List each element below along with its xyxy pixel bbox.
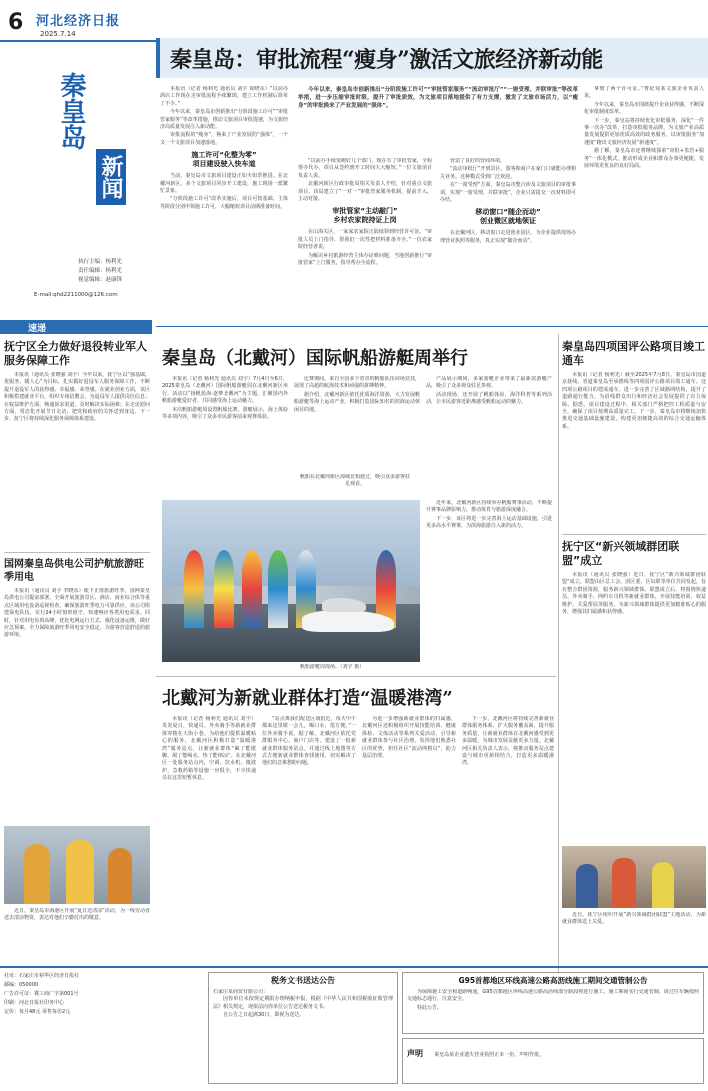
- lead-col2: “以前办手续要跑好几个部门，现在有了审批管家，全程帮办代办，项目从签约到开工时间大大缩短。”一位文旅项目负责人说。 北戴河新区行政审批局相关负责人介绍，针对重点文旅项目，该局建立了“一对一”审批管家服务机制，提前介入、主动对接。 审批管家“主动敲门” 乡村农家院持证上岗 在山海关区，一家家农家院正陆续领到经营许可证。“审批人员上门指导，帮我们一次性把材料准备齐全。”一位农家院经营者说。 为解决乡村旅游经营主体办证难问题，当地创新推行“审批管家”上门服务，指导帮办全流程。: [298, 158, 432, 267]
- lead-col1: 本报讯（记者 杨利光 通讯员 刘宇 徐晓东）“以前办酒店工作现在走审批流程手续繁琐，建立工作机制后简单了不少。” 今年以来，秦皇岛市创新推出“分阶段施工许可”“审批管家服务”等改革措施，推动文旅项目审批提速，为文旅经济高质量发展注入新动能。 审批流程的“瘦身”，换来了产业发展的“强体”，一个又一个文旅项目加速落地。 施工许可“化整为零” 项目建设驶入快车道 当前，秦皇岛市文旅项目建设正如火如荼推进。在北戴河新区，多个文旅项目同步开工建设，施工现场一派繁忙景象。 “分阶段施工许可”改革实施后，项目可按基础、主体等阶段分别申领施工许可，大幅缩短项目前期准备时间。: [160, 86, 288, 210]
- speed-label: 速递: [28, 324, 47, 334]
- beidaihe-rule: [156, 676, 556, 677]
- footer-ad1-title: 税务文书送达公告: [271, 976, 335, 985]
- right-col-rule: [558, 334, 559, 974]
- right-photo-caption: 近日，抚宁区组织开展“新兴领域群团联盟”主题活动，为新就业群体送上关爱。: [562, 912, 706, 926]
- sail: [214, 550, 234, 628]
- footer-rule: [0, 966, 708, 968]
- group-figure: [576, 864, 598, 908]
- regatta-inset-caption: 帆船在北戴河新区海域竞相驶过，吸引众多游客驻足观看。: [300, 474, 410, 488]
- beidaihe-col2: “站点离我们配送区域很近，每天中午都来这里歇一会儿，喝口水，很方便。”一位外卖骑手说。据了解，北戴河区依托党群服务中心、商户门店等，建设了一批新就业群体服务站点，并通过线上地图等方式方便新就业群体查找使用，切实解决了他们的急难愁盼问题。: [262, 716, 356, 767]
- lead-col3: 营造了良好的营商环境。 “流动审批厅”开到景区，游客和商户在家门口就能办理相关业务。这种模式受到广泛欢迎。 在“一窗受理”方面，秦皇岛市整合涉及文旅项目的审批事项，实现“一窗受理、并联审批”，企业只需提交一次材料即可办结。 移动窗口“随企而动” 创业微区就地领证 在北戴河区，移动窗口走进创业园区，为企业提供现场办理营业执照等服务，真正实现“随企而动”。: [440, 158, 576, 244]
- section-panel: [0, 44, 152, 322]
- yacht-cabin: [322, 598, 366, 612]
- section-label: 新闻: [96, 149, 126, 205]
- worker-figure: [24, 844, 50, 904]
- worker-figure: [108, 848, 132, 904]
- sail: [184, 550, 204, 628]
- footer-ad2-title: G95首都地区环线高速公路高沥线施工期间交通管制公告: [458, 976, 648, 985]
- right-photo: [562, 846, 706, 908]
- regatta-col2: 比赛期间，来自全国多个省市的帆船队伍同场竞技，展现了高超的航海技术和顽强的拼搏精神。 据介绍，北戴河新区依托优质海洋资源，大力发展帆船游艇等海上运动产业，积极打造国际知名的滨海运动休闲目的地。: [294, 376, 420, 413]
- beidaihe-col3: 为进一步增强新就业群体的归属感，北戴河区还积极组织开展技能培训、健康体检、文体活动等系列关爱活动，引导新就业群体参与社区治理，发挥他们熟悉社区的优势，担任社区“流动网格员”，助力基层治理。: [362, 716, 456, 760]
- regatta-col4: 近年来，北戴河新区持续举办帆船赛事活动，不断提升赛事品牌影响力，推动体育与旅游深度融合。 下一步，该区将进一步完善海上运动基础设施，引进更多高水平赛事，为滨海旅游注入新的活力。: [426, 500, 552, 530]
- footer-ad2: G95首都地区环线高速公路高沥线施工期间交通管制公告 为保障施工安全和道路畅通，G95首都地区环线高速公路高沥线部分路段将进行施工，施工期间实行交通管制，请过往车辆按照交通标志通行，注意安全。 特此公告。: [402, 972, 704, 1034]
- issue-date: 2025.7.14: [40, 30, 76, 38]
- right-story2: [562, 540, 706, 782]
- regatta-headline: 秦皇岛（北戴河）国际帆船游艇周举行: [162, 348, 468, 369]
- regatta-photo: [162, 500, 420, 662]
- sidebar-story1-body: 本报讯（通讯员 张晓强 刘宇）今年以来，抚宁区以“强基础、优服务、暖人心”为目标，扎实做好退役军人服务保障工作，不断提升退役军人的获得感、幸福感、荣誉感。在就业创业方面，该区积极搭建就业平台，组织专场招聘会，为退役军人提供岗位信息；在权益维护方面，畅通诉求渠道，及时解决实际困难；在走访慰问方面，常态化开展节日走访，把党和政府的关怀送到身边。下一步，抚宁区将持续深化服务保障体系建设。: [4, 372, 150, 423]
- right-story2-body: 本报讯（通讯员 张晓强）近日，抚宁区“新兴领域群团联盟”成立。联盟由区总工会、团区委、区妇联等单位共同发起，旨在整合群团资源，服务新兴领域群体。联盟成立后，将围绕快递员、外卖骑手、网约车司机等新就业群体，开展技能培训、权益维护、关爱帮扶等服务，为新兴领域群体提供更加精准贴心的服务，增强其归属感和获得感。: [562, 572, 706, 616]
- footer-imprint: 社址：石家庄市裕华区经济日报社 邮编：050000 广告许可证：冀工商广字第001号 印刷：河北日报社印务中心 定价：每月48元 零售每份2元: [4, 973, 80, 1015]
- right-divider: [562, 534, 706, 535]
- footer-ad1: 税务文书送达公告 石家庄某商贸有限公司： 因你单位未按规定期限办理纳税申报，根据《中华人民共和国税收征收管理法》相关规定，现依法向你单位公告送达税务文书。 自公告之日起满30日，即视为送达。: [208, 972, 398, 1084]
- footer-ad3-title: 声明: [407, 1049, 423, 1058]
- lead-col4: 拿到了两个许可证。”曹妃甸某文旅企业负责人说。 今年以来，秦皇岛市围绕提升企业获得感，不断深化审批制度改革。 下一步，秦皇岛将持续优化审批服务，深化“一件事一次办”改革，打造审批服务品牌，为文旅产业高质量发展提供更加优质高效的政务服务，以审批服务“加速度”跑出文旅经济发展“新速度”。 据了解，秦皇岛市还将继续探索“审批+监管+服务”一体化模式，推动形成企业和群众办事更便捷、发展环境更优良的良好局面。: [584, 86, 704, 170]
- section-city: 秦皇岛: [56, 72, 86, 150]
- lead-headline-box: [156, 38, 708, 78]
- sidebar-story2-body: 本报讯（通讯员 刘宇 李晓东）眼下正值旅游旺季，国网秦皇岛供电公司提前部署，全面开展旅游景区、酒店、商业综合体等重点区域用电设备巡视检查，确保旅游旺季电力可靠供应。该公司组建保电队伍，实行24小时值班值守，快速响应各类用电需求。同时，针对用电负荷高峰，优化电网运行方式，强化设备运维，做好应急预案，全力保障旅游旺季用电安全稳定，为游客营造舒适的旅游环境。: [4, 588, 150, 639]
- sail: [268, 550, 288, 628]
- section-email: E-mail:qhd2211000@126.com: [34, 292, 118, 298]
- lead-intro: 今年以来，秦皇岛市创新推出“分阶段施工许可”“审批管家服务”“流动审批厅”“一窗受理、并联审批”等改革举措，进一步压缩审批时限，提升了审批质效，为文旅项目落地提供了有力支撑，激发了文旅市场活力，以“瘦身”的审批换来了产业发展的“强体”。: [298, 87, 578, 109]
- sidebar-photo-caption: 近日，秦皇岛市海港区开展“夏日送清凉”活动，为一线劳动者送去清凉物资，表达对他们辛勤付出的敬意。: [4, 908, 150, 922]
- regatta-photo-caption: 帆船游艇周现场。（刘宇 摄）: [300, 664, 365, 670]
- right-story1-body: 本报讯（记者 杨利光）截至2025年7月8日，秦皇岛市国道京抚线、省道秦皇岛至承德线等四项国评公路项目竣工通车。这四项公路项目的建成通车，进一步完善了区域路网结构，提升了道路通行能力，为沿线群众出行和经济社会发展提供了有力保障。据悉，项目建设过程中，相关部门严格把控工程质量与安全，确保了项目按期高质量完工。下一步，秦皇岛市将继续加快推进交通基础设施建设，构建更加便捷高效的综合交通运输体系。: [562, 372, 706, 430]
- right-story1-title: 秦皇岛四项国评公路项目竣工通车: [562, 340, 705, 367]
- beidaihe-headline: 北戴河为新就业群体打造“温暖港湾”: [162, 688, 453, 709]
- sidebar-story1: [4, 340, 150, 537]
- sidebar-divider: [4, 552, 150, 553]
- section-divider: [156, 326, 708, 327]
- group-figure: [652, 862, 674, 908]
- paper-name: 河北经济日报: [36, 14, 121, 29]
- right-story2-title: 抚宁区“新兴领域群团联盟”成立: [562, 540, 680, 567]
- right-story1: [562, 340, 706, 542]
- sidebar-story2: [4, 558, 150, 802]
- speed-bar: [0, 320, 152, 334]
- footer-ad3: 声明 秦皇岛某企业遗失营业执照正本一份，声明作废。: [402, 1038, 704, 1084]
- sail: [242, 550, 262, 628]
- sidebar-story1-title: 抚宁区全力做好退役转业军人服务保障工作: [4, 340, 147, 367]
- beidaihe-col4: 下一步，北戴河区将持续完善新就业群体服务体系，扩大服务覆盖面，提升服务质量，让新就业群体在北戴河感受到更多温暖，为城市发展贡献更多力量。北戴河区相关负责人表示，将推动服务站点建设与城市更新相结合，打造更多温暖港湾。: [462, 716, 554, 767]
- sidebar-photo: [4, 826, 150, 904]
- beidaihe-col1: 本报讯（记者 杨利光 通讯员 刘宇）炎炎夏日，快递员、外卖骑手等新就业群体穿梭在大街小巷。为给他们提供温暖贴心的服务，北戴河区积极打造“温暖港湾”服务站点，让新就业群体“累了能歇脚、渴了能喝水、热了能纳凉”。在北戴河区一处服务站点内，空调、饮水机、微波炉、急救药箱等设施一应俱全，不少快递员在这里短暂休息。: [162, 716, 256, 782]
- sidebar-story2-title: 国网秦皇岛供电公司护航旅游旺季用电: [4, 559, 144, 583]
- regatta-col3: 产品展示期间，多家游艇企业带来了最新款游艇产品，吸引了众多观众驻足参观。 活动现场，还开展了帆船体验、海洋科普等系列活动，让市民游客近距离感受帆船运动的魅力。: [426, 376, 552, 406]
- lead-headline: 秦皇岛：审批流程“瘦身”激活文旅经济新动能: [170, 47, 603, 73]
- regatta-col1: 本报讯（记者 杨利光 通讯员 刘宇）7月4日至6日，2025秦皇岛（北戴河）国际帆船游艇周在北戴河新区举行。活动以“扬帆蓝海·逐梦北戴河”为主题，汇聚国内外帆船游艇爱好者，共同感受海上运动魅力。 本次帆船游艇周设置帆船比赛、游艇展示、海上体验等多项内容，吸引了众多市民游客前来观赛体验。: [162, 376, 288, 421]
- worker-figure: [66, 840, 94, 904]
- section-editors: 执行主编：杨利光 责任编辑：杨利光 视觉编辑：赵康锋: [78, 259, 123, 283]
- page-number: 6: [8, 10, 24, 35]
- group-figure: [612, 858, 636, 908]
